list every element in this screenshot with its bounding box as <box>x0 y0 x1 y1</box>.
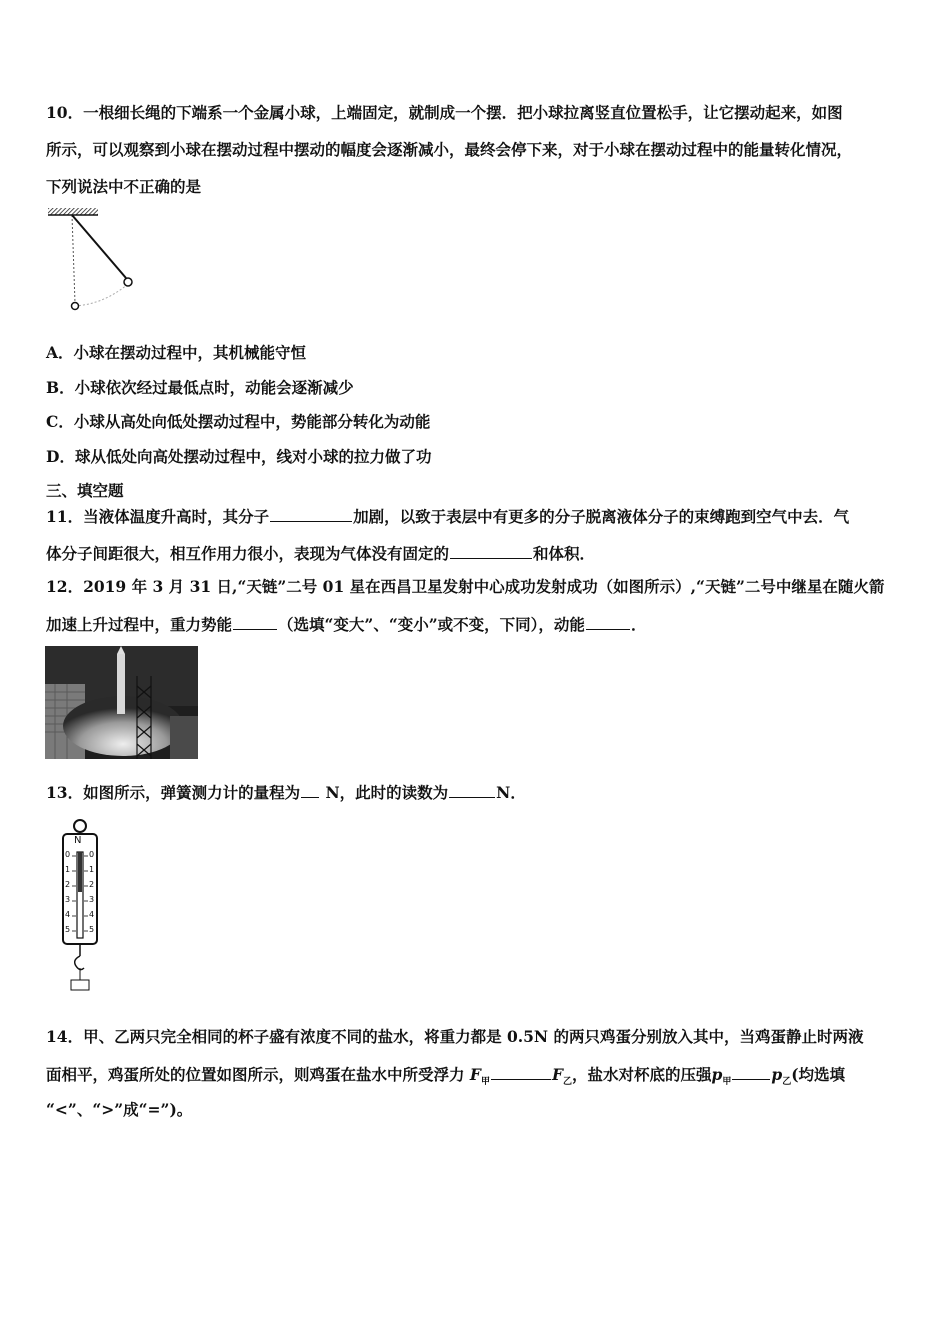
q11-blank-1 <box>270 506 352 522</box>
q10-line-1: 10．一根细长绳的下端系一个金属小球，上端固定，就制成一个摆．把小球拉离竖直位置松手，让它摆动起来，如图 <box>46 103 843 122</box>
q14-line-1: 14．甲、乙两只完全相同的杯子盛有浓度不同的盐水，将重力都是 0.5N 的两只鸡蛋分别放入其中，当鸡蛋静止时两液 <box>46 1027 864 1046</box>
pendulum-string <box>72 215 126 278</box>
q11-text-c: 体分子间距很大，相互作用力很小，表现为气体没有固定的 <box>46 544 450 563</box>
q11-line-1 <box>46 506 849 527</box>
section-heading: 三、填空题 <box>46 481 124 500</box>
scale-tick-left: 1 <box>65 865 71 874</box>
q14-f-symbol: F <box>551 1065 563 1084</box>
scale-tick-right: 2 <box>89 880 95 889</box>
q11-blank-2 <box>450 543 532 559</box>
q12-text-a: 加速上升过程中，重力势能 <box>46 615 233 634</box>
q11-line-2 <box>46 543 595 564</box>
q10-line-2: 所示，可以观察到小球在摆动过程中摆动的幅度会逐渐减小，最终会停下来，对于小球在摆动过程中的能量转化情况， <box>46 140 853 159</box>
scale-tick-right: 4 <box>89 910 95 919</box>
scale-tick-left: 5 <box>65 925 71 934</box>
q12-line-2 <box>46 614 646 635</box>
q14-blank-force <box>491 1064 551 1080</box>
scale-tick-left: 3 <box>65 895 71 904</box>
scale-tick-right: 1 <box>89 865 95 874</box>
q13-text-c: N． <box>496 783 526 802</box>
q10-option-b: B．小球依次经过最低点时，动能会逐渐减少 <box>46 378 354 397</box>
q12-blank-1 <box>233 614 277 630</box>
scale-tick-left: 2 <box>65 880 71 889</box>
spring-scale-figure <box>54 818 114 998</box>
q12-line-1: 12．2019 年 3 月 31 日,“天链”二号 01 星在西昌卫星发射中心成功发射成功（如图所示）,“天链”二号中继星在随火箭 <box>46 577 885 596</box>
q14-sub-jia: 甲 <box>722 1077 732 1088</box>
q10-line-3: 下列说法中不正确的是 <box>46 177 202 196</box>
q14-text-a: 面相平，鸡蛋所处的位置如图所示，则鸡蛋在盐水中所受浮力 <box>46 1065 465 1084</box>
scale-tick-right: 5 <box>89 925 95 934</box>
q14-sub-yi: 乙 <box>782 1077 792 1088</box>
q14-blank-pressure <box>732 1064 770 1080</box>
scale-tick-left: 4 <box>65 910 71 919</box>
scale-tick-left: 0 <box>65 850 71 859</box>
q12-blank-2 <box>586 614 630 630</box>
q14-line-3: “<”、“>”成“=”)。 <box>46 1100 193 1119</box>
q14-line-2 <box>46 1064 845 1092</box>
q10-option-a: A．小球在摆动过程中，其机械能守恒 <box>46 343 307 362</box>
q14-f-symbol: F <box>469 1065 481 1084</box>
q14-text-c: (均选填 <box>791 1065 846 1084</box>
scale-unit-label: N <box>74 835 82 846</box>
ball-lowest <box>72 303 79 310</box>
q13-line <box>46 782 526 803</box>
q13-text-b: N，此时的读数为 <box>325 783 449 802</box>
vertical-string-dashed <box>72 215 75 303</box>
q12-text-c: ． <box>630 615 647 634</box>
q13-blank-2 <box>449 782 495 798</box>
q14-sub-yi: 乙 <box>562 1077 572 1088</box>
q14-p-symbol: p <box>711 1065 723 1084</box>
q10-option-d: D．球从低处向高处摆动过程中，线对小球的拉力做了功 <box>46 447 432 466</box>
ball-raised <box>124 278 132 286</box>
q13-text-a: 13．如图所示，弹簧测力计的量程为 <box>46 783 301 802</box>
swing-arc <box>75 284 128 306</box>
pendulum-figure <box>44 208 144 316</box>
q11-text-d: 和体积． <box>533 544 596 563</box>
q12-text-b: （选填“变大”、“变小”或不变，下同），动能 <box>278 615 585 634</box>
rocket-launch-photo <box>45 646 198 759</box>
q14-text-b: ，盐水对杯底的压强 <box>571 1065 712 1084</box>
q13-blank-1 <box>301 782 319 798</box>
q11-text-b: 加剧，以致于表层中有更多的分子脱离液体分子的束缚跑到空气中去．气 <box>353 507 850 526</box>
q14-p-symbol: p <box>771 1065 783 1084</box>
q14-sub-jia: 甲 <box>480 1077 490 1088</box>
scale-tick-right: 3 <box>89 895 95 904</box>
scale-tick-right: 0 <box>89 850 95 859</box>
ceiling-support <box>48 208 98 215</box>
q11-text-a: 11．当液体温度升高时，其分子 <box>46 507 270 526</box>
q10-option-c: C．小球从高处向低处摆动过程中，势能部分转化为动能 <box>46 412 431 431</box>
